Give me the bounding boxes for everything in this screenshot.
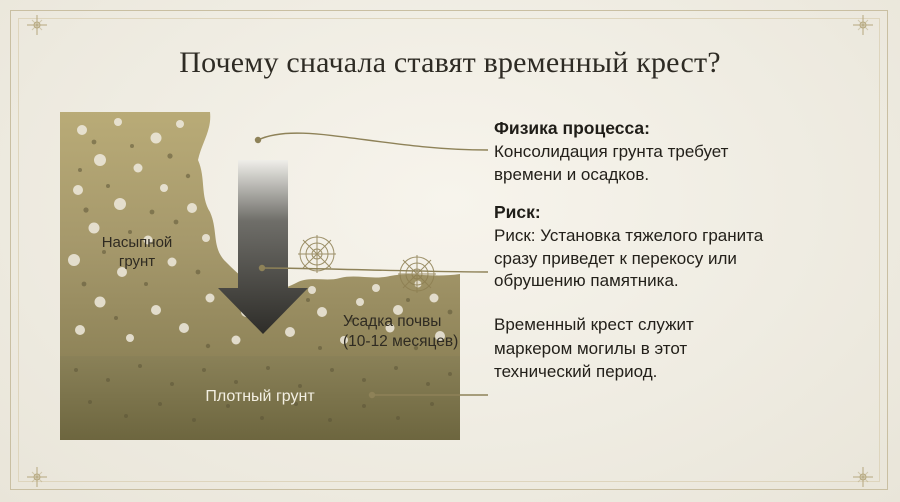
corner-ornament-icon bbox=[24, 12, 50, 38]
physics-body-line2: времени и осадков. bbox=[494, 164, 650, 184]
fill-soil-label-line1: Насыпной bbox=[101, 234, 173, 251]
note-line2: маркером могилы в этот bbox=[494, 338, 688, 358]
risk-body-line1: Риск: Установка тяжелого гранита bbox=[494, 226, 764, 246]
explanation-text-column bbox=[494, 118, 866, 383]
dense-soil-label: Плотный грунт bbox=[205, 388, 315, 405]
risk-body-line3: обрушению памятника. bbox=[494, 271, 679, 291]
corner-ornament-icon bbox=[24, 464, 50, 490]
corner-ornament-icon bbox=[850, 12, 876, 38]
physics-body bbox=[494, 141, 866, 186]
dense-soil-layer bbox=[60, 356, 460, 440]
settlement-label-line2: (10-12 месяцев) bbox=[343, 333, 459, 351]
note-line3: технический период. bbox=[494, 361, 658, 381]
physics-heading: Физика процесса: bbox=[494, 118, 650, 138]
settlement-label bbox=[343, 312, 515, 352]
settlement-label-line1: Усадка почвы bbox=[343, 313, 442, 330]
risk-body-line2: сразу приведет к перекосу или bbox=[494, 248, 737, 268]
soil-cross-section-illustration bbox=[60, 112, 460, 440]
physics-body-line1: Консолидация грунта требует bbox=[494, 142, 729, 161]
corner-ornament-icon bbox=[850, 464, 876, 490]
text-block-physics bbox=[494, 118, 866, 186]
note-line1: Временный крест служит bbox=[494, 315, 694, 335]
risk-body bbox=[494, 225, 866, 293]
text-block-note bbox=[494, 313, 866, 383]
page-title: Почему сначала ставят временный крест? bbox=[179, 46, 721, 79]
text-block-risk bbox=[494, 202, 866, 293]
mandala-ornament-icon bbox=[295, 232, 339, 276]
risk-heading: Риск: bbox=[494, 202, 541, 223]
mandala-ornament-icon bbox=[395, 252, 439, 296]
fill-soil-label-line2: грунт bbox=[118, 252, 156, 270]
